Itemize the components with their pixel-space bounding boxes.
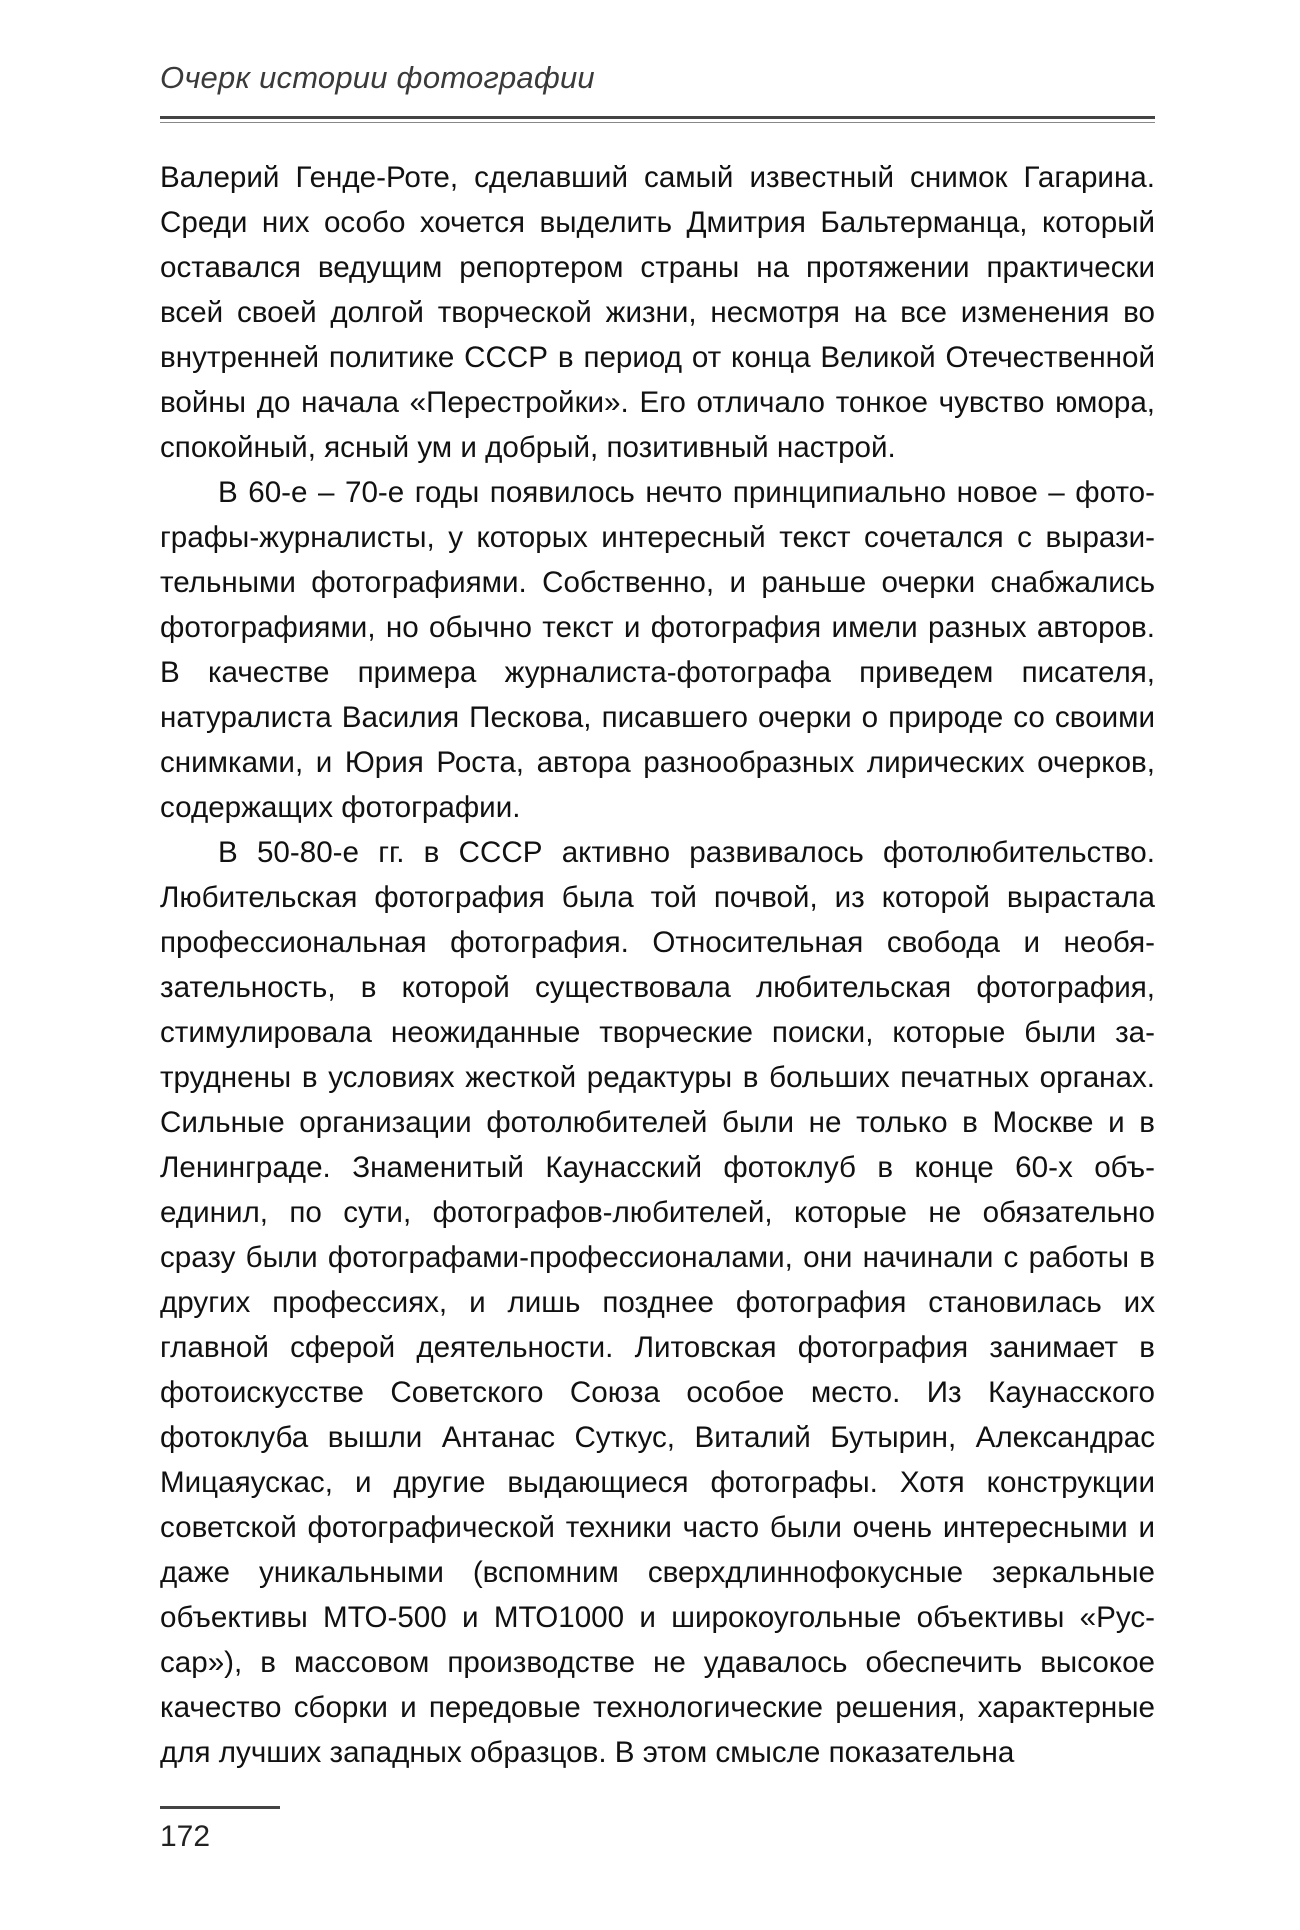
page-number: 172 bbox=[160, 1820, 211, 1853]
running-header-title: Очерк истории фотографии bbox=[160, 60, 595, 95]
paragraph-1: Валерий Генде-Роте, сделавший самый известный снимок Гагарина. Среди них особо хочется выделить Дмитрия Бальтерманца, который оставался ведущим репортером страны на протяжении практически всей своей долгой творческой жизни, несмотря на все изменения во внутренней политике СССР в период от конца Великой Отечественной войны до начала «Перестройки». Его отличало тонкое чувство юмора, спокойный, ясный ум и добрый, позитивный настрой. bbox=[160, 161, 1155, 464]
paragraph-2: В 60-е – 70-е годы появилось нечто принципиально новое – фотографы-журналисты, у которых интересный текст сочетался с выразительными фотографиями. Собственно, и раньше очерки снабжались фотографиями, но обычно текст и фотография имели разных авторов. В качестве примера журналиста-фотографа приведем писателя, натуралиста Василия Пескова, писавшего очерки о природе со своими снимками, и Юрия Роста, автора разнообразных лирических очерков, содержащих фотографии. bbox=[160, 476, 1155, 824]
body-text bbox=[160, 155, 1155, 1775]
paragraph-3: В 50-80-е гг. в СССР активно развивалось фотолюбительство. Любительская фотография была той почвой, из которой вырастала профессиональная фотография. Относительная свобода и необязательность, в которой существовала любительская фотография, стимулировала неожиданные творческие поиски, которые были затруднены в условиях жесткой редактуры в больших печатных органах. Сильные организации фотолюбителей были не только в Москве и в Ленинграде. Знаменитый Каунасский фотоклуб в конце 60-х объединил, по сути, фотографов-любителей, которые не обязательно сразу были фотографами-профессионалами, они начинали с работы в других профессиях, и лишь позднее фотография становилась их главной сферой деятельности. Литовская фотография занимает в фотоискусстве Советского Союза особое место. Из Каунасского фотоклуба вышли Антанас Суткус, Виталий Бутырин, Александрас Мицаяускас, и другие выдающиеся фотографы. Хотя конструкции советской фотографической техники часто были очень интересными и даже уникальными (вспомним сверхдлиннофокусные зеркальные объективы МТО-500 и МТО1000 и широкоугольные объективы «Руссар»), в массовом производстве не удавалось обеспечить высокое качество сборки и передовые технологические решения, характерные для лучших западных образцов. В этом смысле показательна bbox=[160, 836, 1155, 1769]
header-rule bbox=[160, 116, 1155, 119]
header-rule-thin bbox=[160, 122, 1155, 123]
footer-rule bbox=[160, 1806, 280, 1809]
